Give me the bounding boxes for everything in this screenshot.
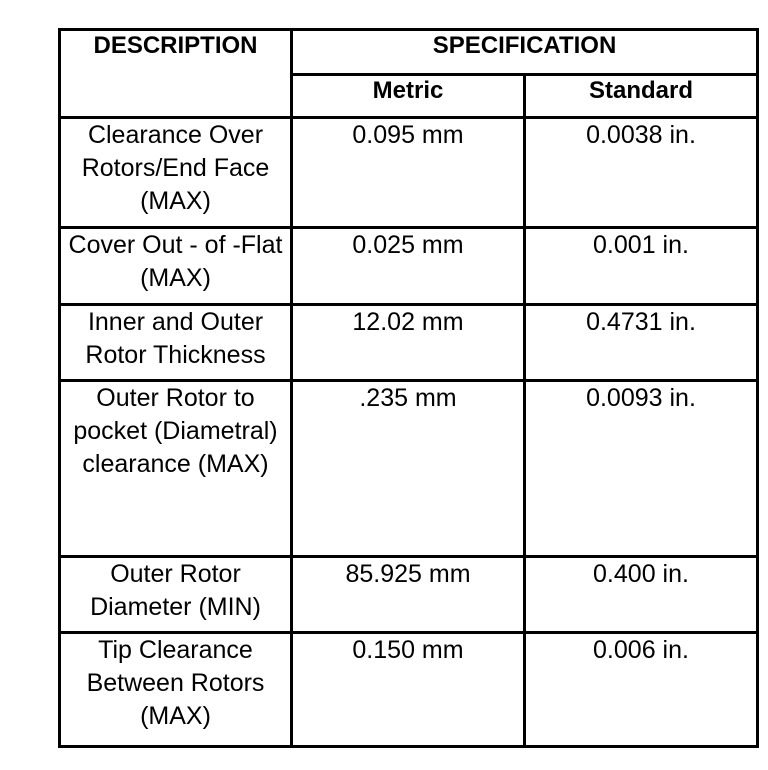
table-row bbox=[60, 228, 758, 305]
description-cell: Outer Rotor Diameter (MIN) bbox=[60, 557, 292, 633]
metric-cell: 0.095 mm bbox=[292, 118, 525, 228]
metric-header: Metric bbox=[292, 75, 525, 118]
standard-cell: 0.006 in. bbox=[525, 633, 758, 747]
table-row bbox=[60, 381, 758, 557]
standard-cell: 0.400 in. bbox=[525, 557, 758, 633]
standard-cell: 0.0038 in. bbox=[525, 118, 758, 228]
standard-header: Standard bbox=[525, 75, 758, 118]
table-row bbox=[60, 557, 758, 633]
metric-cell: 0.150 mm bbox=[292, 633, 525, 747]
metric-cell: 12.02 mm bbox=[292, 305, 525, 381]
description-header: DESCRIPTION bbox=[60, 30, 292, 118]
description-cell: Inner and Outer Rotor Thickness bbox=[60, 305, 292, 381]
metric-cell: .235 mm bbox=[292, 381, 525, 557]
specification-table bbox=[58, 28, 759, 748]
metric-cell: 85.925 mm bbox=[292, 557, 525, 633]
description-cell: Tip Clearance Between Rotors (MAX) bbox=[60, 633, 292, 747]
standard-cell: 0.0093 in. bbox=[525, 381, 758, 557]
table-row bbox=[60, 633, 758, 747]
description-cell: Outer Rotor to pocket (Diametral) clearance (MAX) bbox=[60, 381, 292, 557]
specification-header: SPECIFICATION bbox=[292, 30, 758, 75]
table-row bbox=[60, 118, 758, 228]
standard-cell: 0.001 in. bbox=[525, 228, 758, 305]
description-cell: Clearance Over Rotors/End Face (MAX) bbox=[60, 118, 292, 228]
metric-cell: 0.025 mm bbox=[292, 228, 525, 305]
standard-cell: 0.4731 in. bbox=[525, 305, 758, 381]
table-row bbox=[60, 305, 758, 381]
description-cell: Cover Out - of -Flat (MAX) bbox=[60, 228, 292, 305]
